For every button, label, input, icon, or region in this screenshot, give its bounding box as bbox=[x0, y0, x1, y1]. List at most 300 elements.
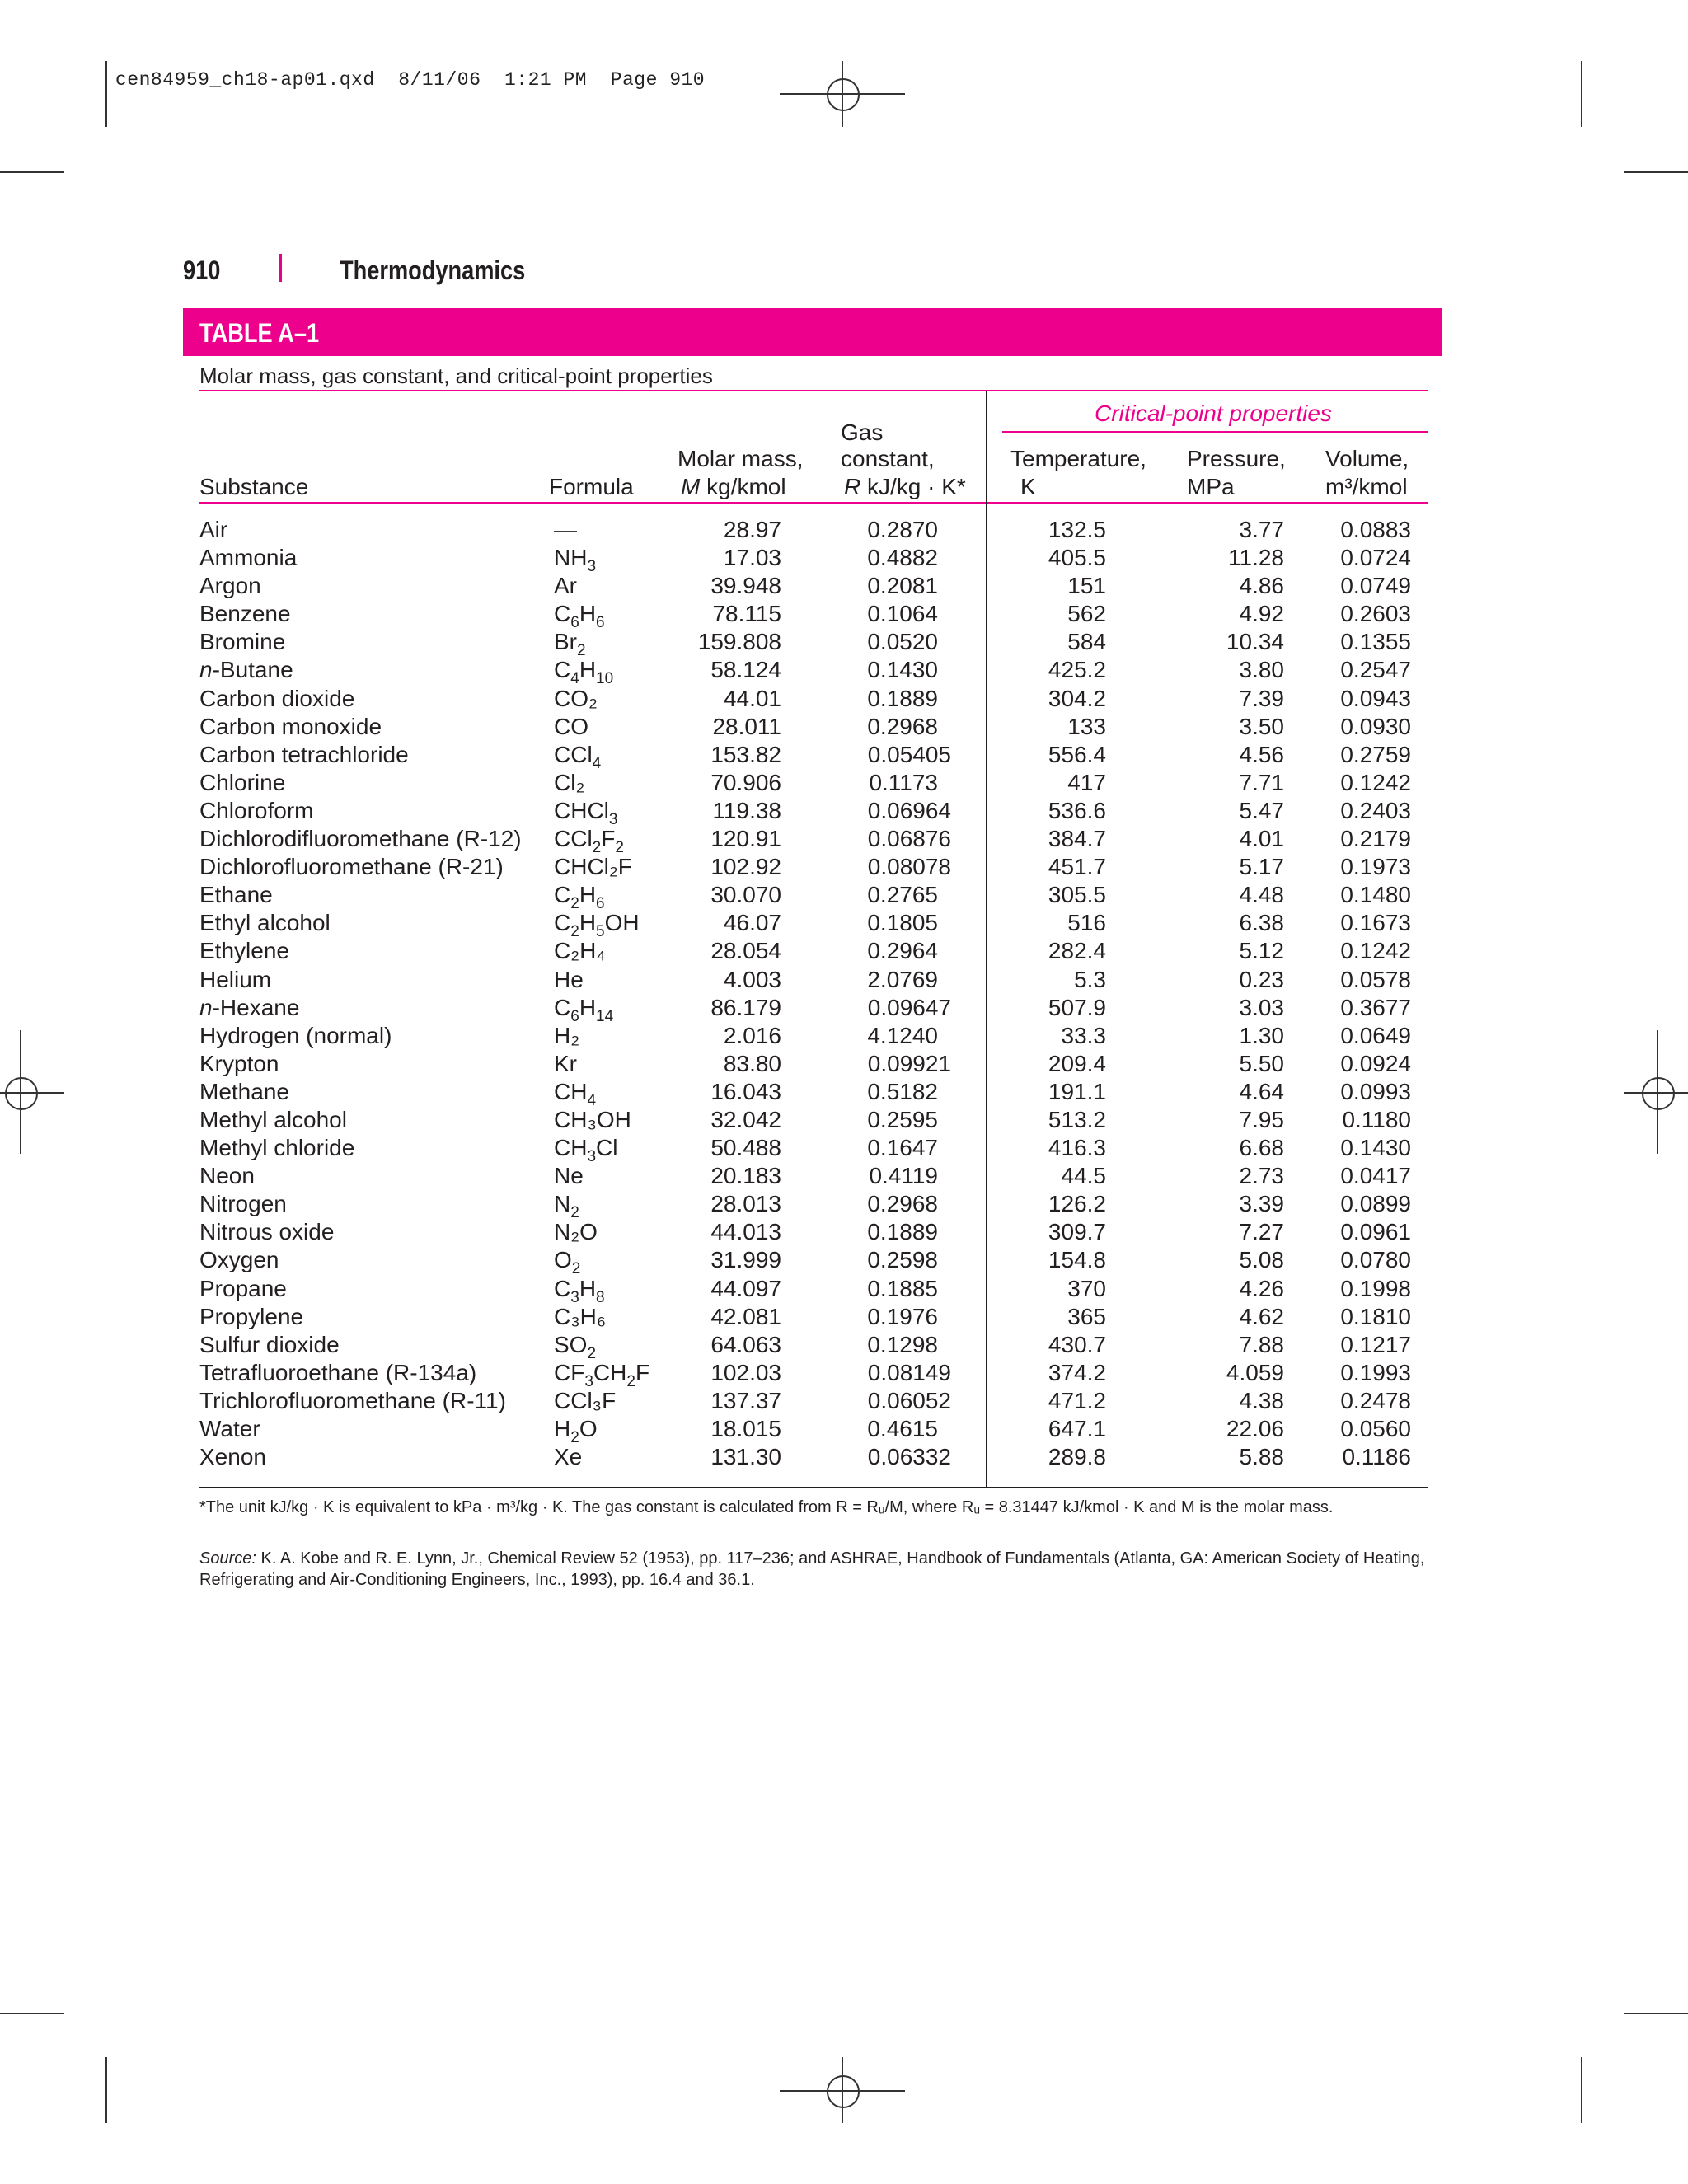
volume-cell: 0.1186 bbox=[1342, 1444, 1411, 1470]
molar-mass-cell: 120.91 bbox=[710, 826, 781, 852]
gas-constant-cell: 0.5182 bbox=[867, 1078, 938, 1104]
table-row bbox=[0, 656, 1688, 688]
pressure-cell: 2.73 bbox=[1239, 1163, 1284, 1189]
molar-mass-cell: 46.07 bbox=[723, 910, 781, 936]
temperature-cell: 471.2 bbox=[1048, 1387, 1106, 1413]
volume-cell: 0.1242 bbox=[1340, 938, 1411, 964]
temperature-cell: 33.3 bbox=[1061, 1022, 1106, 1048]
volume-cell: 0.0749 bbox=[1340, 573, 1411, 599]
pressure-cell: 3.50 bbox=[1239, 713, 1284, 739]
pressure-cell: 4.38 bbox=[1239, 1387, 1284, 1413]
gas-constant-cell: 0.1298 bbox=[867, 1331, 938, 1357]
table-row bbox=[0, 1106, 1688, 1134]
column-header-line: m³/kmol bbox=[1325, 474, 1408, 499]
pressure-cell: 3.80 bbox=[1239, 657, 1284, 683]
column-header-line: M kg/kmol bbox=[681, 474, 786, 499]
gas-constant-cell: 0.2765 bbox=[867, 882, 938, 908]
pressure-cell: 1.30 bbox=[1239, 1022, 1284, 1048]
formula-cell: H₂ bbox=[554, 1022, 580, 1048]
molar-mass-cell: 16.043 bbox=[710, 1078, 781, 1104]
gas-constant-cell: 0.1976 bbox=[867, 1303, 938, 1329]
molar-mass-cell: 102.03 bbox=[710, 1359, 781, 1385]
formula-cell: CO₂ bbox=[554, 685, 598, 711]
table-row bbox=[0, 1162, 1688, 1190]
pressure-cell: 4.48 bbox=[1239, 882, 1284, 908]
volume-cell: 0.0883 bbox=[1340, 517, 1411, 542]
pressure-cell: 5.50 bbox=[1239, 1050, 1284, 1076]
pressure-cell: 4.92 bbox=[1239, 601, 1284, 627]
formula-cell: $C_6H_6$ bbox=[554, 601, 605, 632]
critical-point-heading: Critical-point properties bbox=[1095, 401, 1332, 426]
table-row bbox=[0, 1134, 1688, 1166]
formula-cell: $N_2$ bbox=[554, 1191, 579, 1222]
pressure-cell: 7.88 bbox=[1239, 1331, 1284, 1357]
formula-cell: CHCl$_3$ bbox=[554, 797, 618, 828]
gas-constant-cell: 0.4119 bbox=[869, 1163, 938, 1189]
pressure-cell: 4.01 bbox=[1239, 826, 1284, 852]
substance-cell: Chlorine bbox=[199, 769, 286, 795]
table-row bbox=[0, 572, 1688, 600]
column-header-line: Molar mass, bbox=[678, 446, 804, 471]
volume-cell: 0.1993 bbox=[1340, 1359, 1411, 1385]
gas-constant-cell: 0.4882 bbox=[867, 545, 938, 571]
molar-mass-cell: 131.30 bbox=[710, 1444, 781, 1470]
temperature-cell: 417 bbox=[1067, 769, 1106, 795]
gas-constant-cell: 0.1889 bbox=[867, 685, 938, 711]
substance-cell: Methyl chloride bbox=[199, 1135, 355, 1161]
molar-mass-cell: 17.03 bbox=[723, 545, 781, 571]
formula-cell: $C_4H_{10}$ bbox=[554, 657, 614, 688]
volume-cell: 0.0924 bbox=[1340, 1050, 1411, 1076]
pressure-cell: 10.34 bbox=[1226, 629, 1284, 655]
gas-constant-cell: 0.2968 bbox=[867, 713, 938, 739]
pressure-cell: 4.62 bbox=[1239, 1303, 1284, 1329]
molar-mass-cell: 119.38 bbox=[712, 797, 781, 823]
gas-constant-cell: 0.2595 bbox=[867, 1106, 938, 1132]
column-header-line: R kJ/kg · K* bbox=[844, 474, 966, 499]
table-row bbox=[0, 1443, 1688, 1471]
table-row bbox=[0, 825, 1688, 857]
formula-cell: Ar bbox=[554, 573, 577, 599]
substance-cell: Ethyl alcohol bbox=[199, 910, 331, 936]
volume-cell: 0.0724 bbox=[1340, 545, 1411, 571]
source-text: K. A. Kobe and R. E. Lynn, Jr., Chemical Review 52 (1953), pp. 117–236; and ASHRAE, Handbook of Fundamentals (Atlanta, GA: American Society of Heating, Refrigerating and Air-Conditioning Engineers, Inc., 1993), pp. 16.4 and 36.1. bbox=[199, 1549, 1425, 1589]
gas-constant-cell: 0.2081 bbox=[867, 573, 938, 599]
molar-mass-cell: 137.37 bbox=[710, 1387, 781, 1413]
formula-cell: Kr bbox=[554, 1050, 577, 1076]
temperature-cell: 451.7 bbox=[1048, 854, 1106, 880]
temperature-cell: 209.4 bbox=[1048, 1050, 1106, 1076]
temperature-cell: 44.5 bbox=[1061, 1163, 1106, 1189]
formula-cell: C₃H₆ bbox=[554, 1303, 607, 1329]
substance-cell: Ammonia bbox=[199, 545, 298, 571]
gas-constant-cell: 0.09921 bbox=[867, 1050, 951, 1076]
gas-constant-footnote: *The unit kJ/kg · K is equivalent to kPa · m³/kg · K. The gas constant is calculated from R = Rᵤ/M, where Rᵤ = 8.31447 kJ/kmol · K and M is the molar mass. bbox=[199, 1498, 1334, 1516]
formula-cell: Cl₂ bbox=[554, 769, 585, 795]
gas-constant-cell: 0.1064 bbox=[867, 601, 938, 627]
substance-cell: Water bbox=[199, 1416, 260, 1441]
pressure-cell: 11.28 bbox=[1228, 545, 1284, 571]
formula-cell: Ne bbox=[554, 1163, 584, 1189]
molar-mass-cell: 32.042 bbox=[710, 1106, 781, 1132]
formula-cell: CH₃OH bbox=[554, 1106, 631, 1132]
formula-cell: CCl$_4$ bbox=[554, 741, 602, 772]
molar-mass-cell: 102.92 bbox=[710, 854, 781, 880]
molar-mass-cell: 28.011 bbox=[712, 713, 781, 739]
pressure-cell: 5.17 bbox=[1239, 854, 1284, 880]
molar-mass-cell: 44.013 bbox=[710, 1219, 781, 1245]
temperature-cell: 5.3 bbox=[1074, 966, 1106, 992]
temperature-cell: 305.5 bbox=[1048, 882, 1106, 908]
formula-cell: He bbox=[554, 966, 584, 992]
table-caption: Molar mass, gas constant, and critical-point properties bbox=[199, 363, 713, 388]
column-header-line: Temperature, bbox=[1010, 446, 1146, 471]
formula-cell: CHCl₂F bbox=[554, 854, 632, 880]
pressure-cell: 5.47 bbox=[1239, 797, 1284, 823]
volume-cell: 0.2478 bbox=[1340, 1387, 1411, 1413]
volume-cell: 0.2403 bbox=[1340, 797, 1411, 823]
substance-cell: Hydrogen (normal) bbox=[199, 1022, 392, 1048]
volume-cell: 0.1810 bbox=[1340, 1303, 1411, 1329]
temperature-cell: 536.6 bbox=[1048, 797, 1106, 823]
gas-constant-cell: 0.06052 bbox=[867, 1387, 951, 1413]
pressure-cell: 22.06 bbox=[1226, 1416, 1284, 1441]
temperature-cell: 584 bbox=[1067, 629, 1106, 655]
header-rule bbox=[199, 502, 1428, 504]
pressure-cell: 6.38 bbox=[1239, 910, 1284, 936]
substance-cell: Dichlorofluoromethane (R-21) bbox=[199, 854, 504, 880]
gas-constant-cell: 0.1885 bbox=[867, 1275, 938, 1301]
gas-constant-cell: 0.2968 bbox=[867, 1191, 938, 1217]
column-header-line: Pressure, bbox=[1187, 446, 1286, 471]
molar-mass-cell: 44.01 bbox=[723, 685, 781, 711]
pressure-cell: 4.64 bbox=[1239, 1078, 1284, 1104]
substance-cell: Ethane bbox=[199, 882, 273, 908]
table-row bbox=[0, 966, 1688, 994]
formula-cell: $Br_2$ bbox=[554, 629, 586, 660]
volume-cell: 0.0780 bbox=[1340, 1247, 1411, 1273]
temperature-cell: 425.2 bbox=[1048, 657, 1106, 683]
formula-cell: Xe bbox=[554, 1444, 583, 1470]
temperature-cell: 151 bbox=[1067, 573, 1106, 599]
volume-cell: 0.1217 bbox=[1340, 1331, 1411, 1357]
column-header-line: Gas bbox=[841, 419, 884, 445]
temperature-cell: 374.2 bbox=[1048, 1359, 1106, 1385]
gas-constant-cell: 0.08078 bbox=[867, 854, 951, 880]
temperature-cell: 289.8 bbox=[1048, 1444, 1106, 1470]
molar-mass-cell: 78.115 bbox=[712, 601, 781, 627]
volume-cell: 0.2179 bbox=[1340, 826, 1411, 852]
group-heading-rule bbox=[1002, 431, 1428, 433]
column-header-line: Volume, bbox=[1325, 446, 1409, 471]
substance-cell: Tetrafluoroethane (R-134a) bbox=[199, 1359, 477, 1385]
column-header-line: constant, bbox=[841, 446, 935, 471]
temperature-cell: 562 bbox=[1067, 601, 1106, 627]
volume-cell: 0.0930 bbox=[1340, 713, 1411, 739]
pressure-cell: 7.39 bbox=[1239, 685, 1284, 711]
formula-cell: N₂O bbox=[554, 1219, 598, 1245]
substance-cell: n-Hexane bbox=[199, 994, 300, 1020]
molar-mass-cell: 28.97 bbox=[723, 517, 781, 542]
volume-cell: 0.1242 bbox=[1340, 769, 1411, 795]
substance-cell: Methane bbox=[199, 1078, 289, 1104]
substance-cell: Air bbox=[199, 517, 228, 542]
table-row bbox=[0, 1359, 1688, 1390]
substance-cell: Oxygen bbox=[199, 1247, 279, 1273]
molar-mass-cell: 39.948 bbox=[710, 573, 781, 599]
volume-cell: 0.2603 bbox=[1340, 601, 1411, 627]
table-title-bar bbox=[183, 308, 1442, 356]
gas-constant-cell: 0.2598 bbox=[867, 1247, 938, 1273]
substance-cell: Methyl alcohol bbox=[199, 1106, 347, 1132]
gas-constant-cell: 0.1647 bbox=[867, 1135, 938, 1161]
molar-mass-cell: 86.179 bbox=[710, 994, 781, 1020]
table-id: TABLE A–1 bbox=[199, 318, 320, 348]
molar-mass-cell: 2.016 bbox=[723, 1022, 781, 1048]
molar-mass-cell: 28.013 bbox=[710, 1191, 781, 1217]
volume-cell: 0.1673 bbox=[1340, 910, 1411, 936]
pressure-cell: 7.27 bbox=[1239, 1219, 1284, 1245]
volume-cell: 0.2547 bbox=[1340, 657, 1411, 683]
formula-cell: $C_3H_8$ bbox=[554, 1275, 605, 1306]
molar-mass-cell: 83.80 bbox=[723, 1050, 781, 1076]
table-row bbox=[0, 1331, 1688, 1362]
substance-cell: Carbon tetrachloride bbox=[199, 741, 409, 767]
formula-cell: $O_2$ bbox=[554, 1247, 581, 1278]
molar-mass-cell: 44.097 bbox=[710, 1275, 781, 1301]
volume-cell: 0.0943 bbox=[1340, 685, 1411, 711]
formula-cell: $C_6H_{14}$ bbox=[554, 994, 614, 1025]
gas-constant-cell: 0.06332 bbox=[867, 1444, 951, 1470]
table-row bbox=[0, 937, 1688, 965]
table-row bbox=[0, 516, 1688, 544]
volume-cell: 0.0649 bbox=[1340, 1022, 1411, 1048]
temperature-cell: 516 bbox=[1067, 910, 1106, 936]
temperature-cell: 132.5 bbox=[1048, 517, 1106, 542]
table-row bbox=[0, 853, 1688, 881]
substance-cell: Nitrous oxide bbox=[199, 1219, 335, 1245]
temperature-cell: 384.7 bbox=[1048, 826, 1106, 852]
gas-constant-cell: 0.05405 bbox=[867, 741, 951, 767]
source-footnote bbox=[199, 1548, 1436, 1591]
substance-cell: Benzene bbox=[199, 601, 291, 627]
table-row bbox=[0, 1415, 1688, 1446]
formula-cell: $H_2O$ bbox=[554, 1416, 598, 1446]
molar-mass-cell: 153.82 bbox=[710, 741, 781, 767]
molar-mass-cell: 4.003 bbox=[723, 966, 781, 992]
substance-cell: Xenon bbox=[199, 1444, 266, 1470]
temperature-cell: 513.2 bbox=[1048, 1106, 1106, 1132]
gas-constant-cell: 0.0520 bbox=[867, 629, 938, 655]
pressure-cell: 4.059 bbox=[1226, 1359, 1284, 1385]
temperature-cell: 309.7 bbox=[1048, 1219, 1106, 1245]
gas-constant-cell: 0.2870 bbox=[867, 517, 938, 542]
volume-cell: 0.2759 bbox=[1340, 741, 1411, 767]
gas-constant-cell: 0.1430 bbox=[867, 657, 938, 683]
substance-cell: Dichlorodifluoromethane (R-12) bbox=[199, 826, 522, 852]
formula-cell: CCl₃F bbox=[554, 1387, 617, 1413]
header-divider bbox=[279, 254, 282, 282]
substance-cell: Carbon dioxide bbox=[199, 685, 355, 711]
running-head: Thermodynamics bbox=[340, 255, 526, 285]
table-row bbox=[0, 1022, 1688, 1050]
formula-cell: $CH_4$ bbox=[554, 1078, 597, 1109]
temperature-cell: 556.4 bbox=[1048, 741, 1106, 767]
molar-mass-cell: 18.015 bbox=[710, 1416, 781, 1441]
table-row bbox=[0, 909, 1688, 941]
table-row bbox=[0, 685, 1688, 713]
molar-mass-cell: 31.999 bbox=[710, 1247, 781, 1273]
pressure-cell: 3.03 bbox=[1239, 994, 1284, 1020]
molar-mass-cell: 30.070 bbox=[710, 882, 781, 908]
gas-constant-cell: 0.08149 bbox=[867, 1359, 951, 1385]
temperature-cell: 405.5 bbox=[1048, 545, 1106, 571]
temperature-cell: 370 bbox=[1067, 1275, 1106, 1301]
column-header-formula: Formula bbox=[549, 474, 634, 499]
formula-cell: $C_2H_5OH$ bbox=[554, 910, 640, 941]
formula-cell: $CCl_2F_2$ bbox=[554, 826, 624, 857]
volume-cell: 0.1355 bbox=[1340, 629, 1411, 655]
gas-constant-cell: 0.06964 bbox=[867, 797, 951, 823]
substance-cell: n-Butane bbox=[199, 657, 293, 683]
formula-cell: C₂H₄ bbox=[554, 938, 606, 964]
substance-cell: Chloroform bbox=[199, 797, 314, 823]
substance-cell: Krypton bbox=[199, 1050, 279, 1076]
temperature-cell: 154.8 bbox=[1048, 1247, 1106, 1273]
substance-cell: Argon bbox=[199, 573, 261, 599]
molar-mass-cell: 20.183 bbox=[710, 1163, 781, 1189]
temperature-cell: 365 bbox=[1067, 1303, 1106, 1329]
formula-cell: $SO_2$ bbox=[554, 1331, 597, 1362]
volume-cell: 0.0899 bbox=[1340, 1191, 1411, 1217]
substance-cell: Sulfur dioxide bbox=[199, 1331, 340, 1357]
temperature-cell: 191.1 bbox=[1048, 1078, 1106, 1104]
temperature-cell: 430.7 bbox=[1048, 1331, 1106, 1357]
column-header-line: K bbox=[1020, 474, 1036, 499]
temperature-cell: 416.3 bbox=[1048, 1135, 1106, 1161]
table-row bbox=[0, 769, 1688, 797]
pressure-cell: 7.95 bbox=[1239, 1106, 1284, 1132]
pressure-cell: 5.88 bbox=[1239, 1444, 1284, 1470]
pressure-cell: 4.56 bbox=[1239, 741, 1284, 767]
substance-cell: Propane bbox=[199, 1275, 287, 1301]
molar-mass-cell: 42.081 bbox=[710, 1303, 781, 1329]
table-row bbox=[0, 1050, 1688, 1078]
temperature-cell: 126.2 bbox=[1048, 1191, 1106, 1217]
table-row bbox=[0, 994, 1688, 1025]
temperature-cell: 507.9 bbox=[1048, 994, 1106, 1020]
volume-cell: 0.0993 bbox=[1340, 1078, 1411, 1104]
volume-cell: 0.1998 bbox=[1340, 1275, 1411, 1301]
pressure-cell: 7.71 bbox=[1239, 769, 1284, 795]
volume-cell: 0.0417 bbox=[1340, 1163, 1411, 1189]
pressure-cell: 3.39 bbox=[1239, 1191, 1284, 1217]
pressure-cell: 5.12 bbox=[1239, 938, 1284, 964]
column-header-line: MPa bbox=[1187, 474, 1235, 499]
molar-mass-cell: 50.488 bbox=[710, 1135, 781, 1161]
formula-cell: $CF_3CH_2F$ bbox=[554, 1359, 650, 1390]
table-row bbox=[0, 713, 1688, 741]
table-row bbox=[0, 544, 1688, 576]
gas-constant-cell: 0.09647 bbox=[867, 994, 951, 1020]
page-number: 910 bbox=[183, 255, 221, 285]
temperature-cell: 282.4 bbox=[1048, 938, 1106, 964]
volume-cell: 0.1180 bbox=[1342, 1106, 1411, 1132]
table-row bbox=[0, 797, 1688, 828]
molar-mass-cell: 64.063 bbox=[710, 1331, 781, 1357]
molar-mass-cell: 159.808 bbox=[697, 629, 781, 655]
volume-cell: 0.0961 bbox=[1340, 1219, 1411, 1245]
gas-constant-cell: 0.1173 bbox=[869, 769, 938, 795]
gas-constant-cell: 0.1889 bbox=[867, 1219, 938, 1245]
table-row bbox=[0, 1275, 1688, 1306]
table-row bbox=[0, 600, 1688, 632]
temperature-cell: 647.1 bbox=[1048, 1416, 1106, 1441]
formula-cell: — bbox=[554, 517, 577, 542]
volume-cell: 0.1973 bbox=[1340, 854, 1411, 880]
volume-cell: 0.0560 bbox=[1340, 1416, 1411, 1441]
file-slug: cen84959_ch18-ap01.qxd 8/11/06 1:21 PM Page 910 bbox=[115, 69, 706, 91]
formula-cell: $CH_3Cl$ bbox=[554, 1135, 618, 1166]
gas-constant-cell: 0.1805 bbox=[867, 910, 938, 936]
pressure-cell: 5.08 bbox=[1239, 1247, 1284, 1273]
column-header-substance: Substance bbox=[199, 474, 309, 499]
caption-rule bbox=[199, 390, 1428, 391]
formula-cell: $C_2H_6$ bbox=[554, 882, 605, 913]
substance-cell: Nitrogen bbox=[199, 1191, 287, 1217]
table-row bbox=[0, 1218, 1688, 1246]
table-row bbox=[0, 628, 1688, 660]
pressure-cell: 6.68 bbox=[1239, 1135, 1284, 1161]
volume-cell: 0.1480 bbox=[1340, 882, 1411, 908]
gas-constant-cell: 2.0769 bbox=[867, 966, 938, 992]
substance-cell: Carbon monoxide bbox=[199, 713, 382, 739]
pressure-cell: 3.77 bbox=[1239, 517, 1284, 542]
substance-cell: Trichlorofluoromethane (R-11) bbox=[199, 1387, 506, 1413]
volume-cell: 0.3677 bbox=[1340, 994, 1411, 1020]
gas-constant-cell: 0.4615 bbox=[867, 1416, 938, 1441]
substance-cell: Ethylene bbox=[199, 938, 289, 964]
formula-cell: CO bbox=[554, 713, 588, 739]
table-row bbox=[0, 1190, 1688, 1222]
table-row bbox=[0, 881, 1688, 913]
temperature-cell: 133 bbox=[1067, 713, 1106, 739]
temperature-cell: 304.2 bbox=[1048, 685, 1106, 711]
substance-cell: Helium bbox=[199, 966, 272, 992]
table-body bbox=[0, 516, 1688, 1471]
formula-cell: $NH_3$ bbox=[554, 545, 597, 576]
substance-cell: Propylene bbox=[199, 1303, 304, 1329]
pressure-cell: 4.26 bbox=[1239, 1275, 1284, 1301]
substance-cell: Bromine bbox=[199, 629, 286, 655]
table-row bbox=[0, 1303, 1688, 1331]
volume-cell: 0.0578 bbox=[1340, 966, 1411, 992]
table-row bbox=[0, 1246, 1688, 1278]
source-label: Source: bbox=[199, 1549, 256, 1568]
molar-mass-cell: 70.906 bbox=[710, 769, 781, 795]
pressure-cell: 4.86 bbox=[1239, 573, 1284, 599]
gas-constant-cell: 0.06876 bbox=[867, 826, 951, 852]
molar-mass-cell: 28.054 bbox=[710, 938, 781, 964]
table-row bbox=[0, 1387, 1688, 1415]
volume-cell: 0.1430 bbox=[1340, 1135, 1411, 1161]
table-row bbox=[0, 1078, 1688, 1109]
table-bottom-rule bbox=[199, 1487, 1428, 1488]
molar-mass-cell: 58.124 bbox=[710, 657, 781, 683]
pressure-cell: 0.23 bbox=[1239, 966, 1284, 992]
gas-constant-cell: 4.1240 bbox=[867, 1022, 938, 1048]
gas-constant-cell: 0.2964 bbox=[867, 938, 938, 964]
